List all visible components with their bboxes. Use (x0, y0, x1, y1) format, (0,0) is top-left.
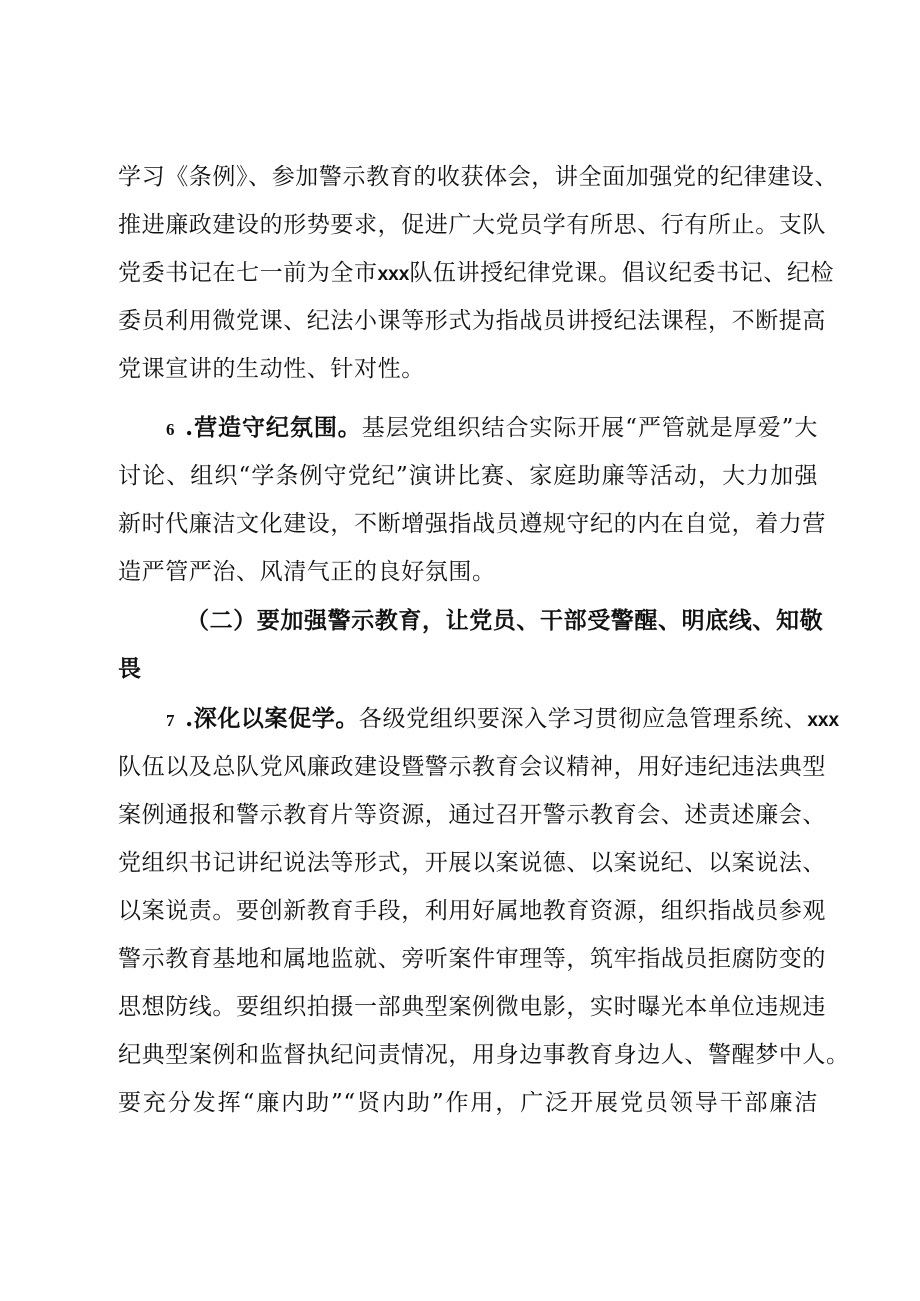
paragraph-line: 推进廉政建设的形势要求，促进广大党员学有所思、行有所止。支队 (118, 212, 826, 238)
item-title: .深化以案促学。 (185, 705, 359, 732)
text-segment: 队伍讲授纪律党课。倡议纪委书记、纪检 (409, 260, 835, 286)
item-title: .营造守纪氛围。 (185, 414, 362, 441)
paragraph-line: 新时代廉洁文化建设，不断增强指战员遵规守纪的内在自觉，着力营 (118, 511, 826, 537)
paragraph-line: 以案说责。要创新教育手段，利用好属地教育资源，组织指战员参观 (118, 898, 826, 924)
paragraph-line: 党课宣讲的生动性、针对性。 (118, 356, 425, 382)
paragraph-line (118, 253, 835, 293)
item-number: 7 (166, 711, 176, 730)
item-7-first-line (166, 699, 840, 739)
paragraph-line: 党组织书记讲纪说法等形式，开展以案说德、以案说纪、以案说法、 (118, 850, 826, 876)
paragraph-line: 要充分发挥“廉内助”“贤内助”作用，广泛开展党员领导干部廉洁 (118, 1090, 818, 1116)
section-heading-continuation: 畏 (118, 655, 142, 682)
paragraph-line: 造严管严治、风清气正的良好氛围。 (118, 559, 496, 585)
text-segment: 各级党组织要深入学习贯彻应急管理系统、 (358, 706, 808, 732)
paragraph-line: 纪典型案例和监督执纪问责情况，用身边事教育身边人、警醒梦中人。 (118, 1042, 850, 1068)
paragraph-line: 委员利用微党课、纪法小课等形式为指战员讲授纪法课程，不断提高 (118, 308, 826, 334)
placeholder-text: xxx (377, 264, 410, 285)
paragraph-line: 队伍以及总队党风廉政建设暨警示教育会议精神，用好违纪违法典型 (118, 754, 826, 780)
paragraph-line: 警示教育基地和属地监就、旁听案件审理等，筑牢指战员拒腐防变的 (118, 946, 826, 972)
text-segment: 基层党组织结合实际开展“严管就是厚爱”大 (361, 415, 818, 441)
item-number: 6 (166, 420, 176, 439)
placeholder-text: xxx (807, 710, 840, 731)
item-6-first-line (166, 408, 818, 448)
paragraph-line: 讨论、组织“学条例守党纪”演讲比赛、家庭助廉等活动，大力加强 (118, 463, 818, 489)
paragraph-line: 思想防线。要组织拍摄一部典型案例微电影，实时曝光本单位违规违 (118, 994, 826, 1020)
section-heading: （二）要加强警示教育，让党员、干部受警醒、明底线、知敬 (186, 607, 824, 634)
text-segment: 党委书记在七一前为全市 (118, 260, 378, 286)
paragraph-line: 案例通报和警示教育片等资源，通过召开警示教育会、述责述廉会、 (118, 802, 826, 828)
paragraph-line: 学习《条例》、参加警示教育的收获体会，讲全面加强党的纪律建设、 (118, 164, 839, 190)
